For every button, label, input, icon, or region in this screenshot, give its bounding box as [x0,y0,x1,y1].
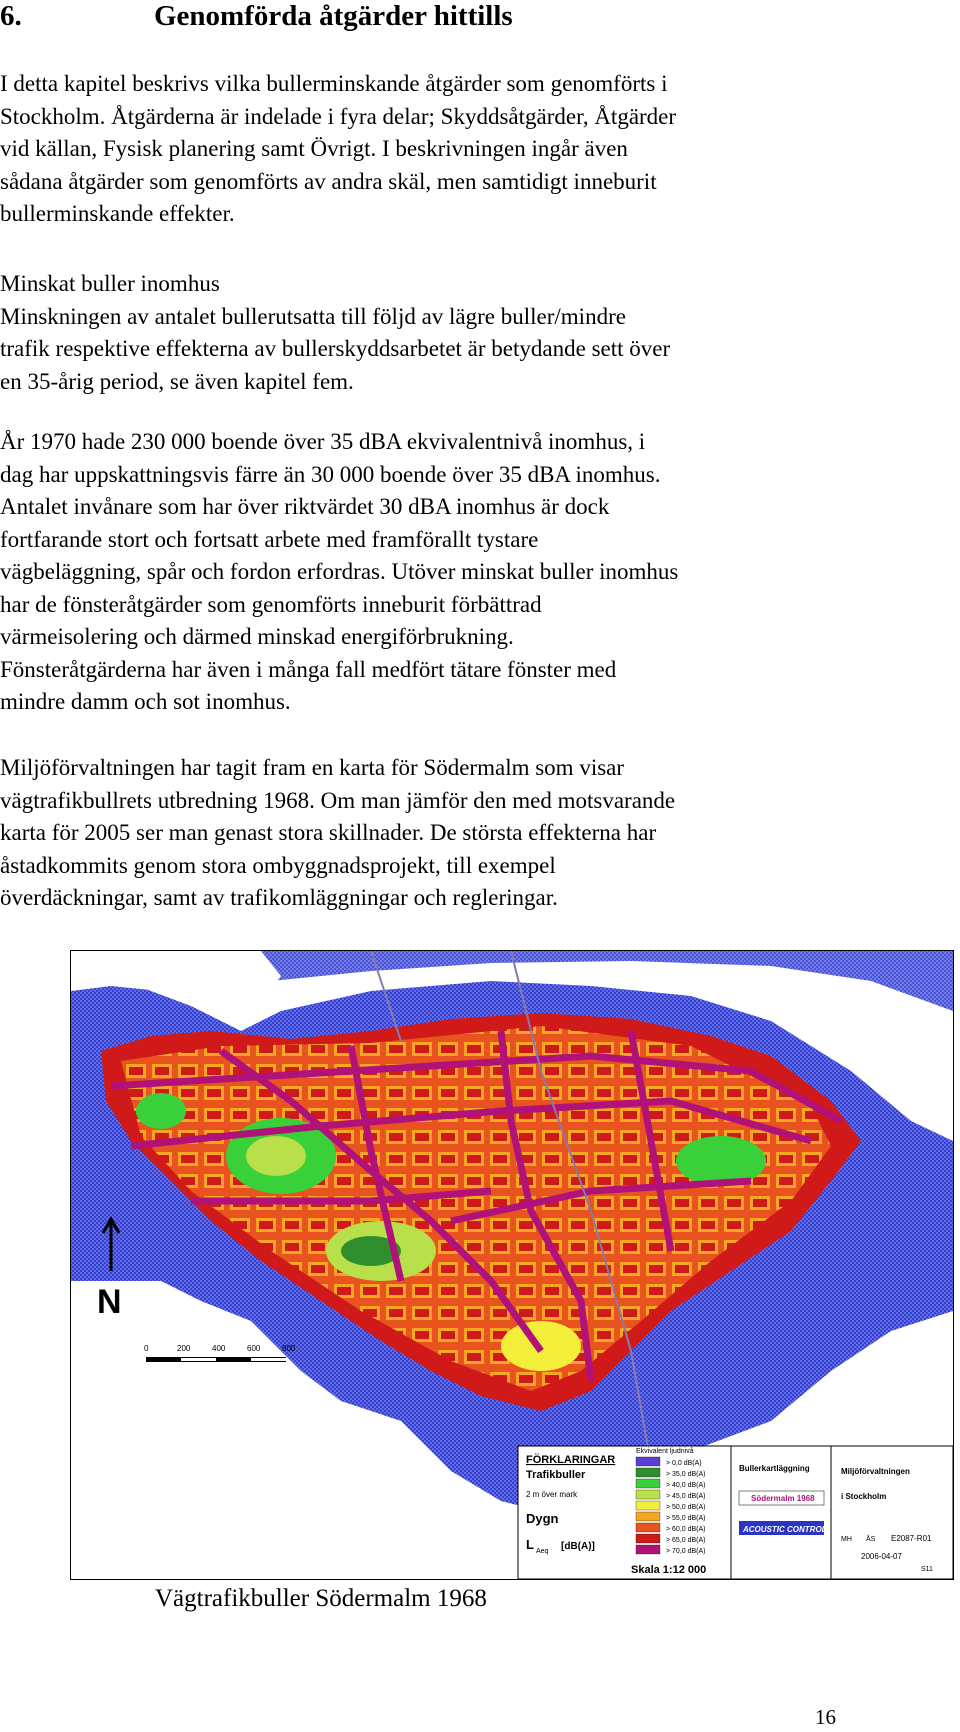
legend-level-label: > 35,0 dB(A) [666,1471,706,1478]
legend-level-label: > 70,0 dB(A) [666,1548,706,1555]
legend-swatch [636,1523,660,1532]
legend-level-label: > 55,0 dB(A) [666,1515,706,1522]
text-line: trafik respektive effekterna av bullerskyddsarbetet är betydande sett över [0,336,671,361]
legend-place: Södermalm 1968 [751,1494,815,1503]
text-line: Miljöförvaltningen har tagit fram en karta för Södermalm som visar [0,755,625,780]
legend-swatch [636,1468,660,1477]
legend-project: Bullerkartläggning [739,1464,810,1473]
text-line: har de fönsteråtgärder som genomförts inneburit förbättrad [0,591,542,617]
legend-level-label: > 45,0 dB(A) [666,1493,706,1500]
section-map-intro [0,752,880,915]
legend-levels-title: Ekvivalent ljudnivå [636,1448,694,1455]
legend-leq: L [526,1537,534,1552]
text-line: överdäckningar, samt av trafikomläggningar och regleringar. [0,885,558,910]
text-line: mindre damm och sot inomhus. [0,689,291,714]
legend-as: ÅS [866,1536,876,1543]
scale-tick-label: 0 [144,1344,149,1353]
legend-swatch [636,1512,660,1521]
page-number: 16 [815,1705,836,1729]
legend-swatch [636,1490,660,1499]
park-area [136,1093,186,1129]
legend-swatches [636,1457,706,1555]
text-line: värmeisolering och därmed minskad energiförbrukning. [0,624,514,649]
legend-org2: i Stockholm [841,1492,887,1501]
scale-tick-label: 400 [212,1344,226,1353]
legend-swatch [636,1534,660,1543]
legend-period: Dygn [526,1511,559,1526]
text-line: vid källan, Fysisk planering samt Övrigt. I beskrivningen ingår även [0,136,628,161]
text-line: bullerminskande effekter. [0,201,235,226]
legend-scale: Skala 1:12 000 [631,1564,707,1576]
legend-org1: Miljöförvaltningen [841,1467,910,1476]
park-area [246,1136,306,1176]
subheading: Minskat buller inomhus [0,271,220,296]
legend-height: 2 m över mark [526,1490,578,1499]
legend-leq-sub: Aeq [536,1548,549,1555]
scale-tick-label: 800 [282,1344,296,1353]
legend-swatch [636,1479,660,1488]
legend-swatch [636,1501,660,1510]
text-line: Minskningen av antalet bullerutsatta till följd av lägre buller/mindre [0,303,626,329]
text-line: I detta kapitel beskrivs vilka bullerminskande åtgärder som genomförts i [0,71,668,96]
text-line: Antalet invånare som har över riktvärdet 30 dBA inomhus är dock [0,494,610,519]
heading-number: 6. [0,0,22,32]
section-indoor-noise [0,268,880,398]
legend-swatch [636,1545,660,1554]
text-line: Stockholm. Åtgärderna är indelade i fyra delar; Skyddsåtgärder, Åtgärder [0,103,677,129]
text-line: en 35-årig period, se även kapitel fem. [0,368,354,394]
park-area [676,1136,766,1186]
legend-level-label: > 40,0 dB(A) [666,1482,706,1489]
scale-tick-label: 200 [177,1344,191,1353]
section-1970 [0,426,880,719]
page-heading [0,0,513,33]
intro-paragraph [0,68,880,231]
scale-tick-label: 600 [247,1344,261,1353]
legend-level-label: > 60,0 dB(A) [666,1526,706,1533]
noise-map-figure [70,950,954,1580]
text-line: Fönsteråtgärderna har även i många fall medfört tätare fönster med [0,656,617,682]
legend-title: FÖRKLARINGAR [526,1454,616,1466]
heading-title: Genomförda åtgärder hittills [154,0,513,32]
legend-level-label: > 0,0 dB(A) [666,1460,702,1467]
legend-sheet: S11 [921,1566,933,1573]
legend-swatch [636,1457,660,1466]
figure-caption: Vägtrafikbuller Södermalm 1968 [155,1585,487,1612]
noise-map [71,951,953,1579]
text-line: dag har uppskattningsvis färre än 30 000 boende över 35 dBA inomhus. [0,461,661,487]
text-line: karta för 2005 ser man genast stora skillnader. De största effekterna har [0,820,657,845]
legend-unit: [dB(A)] [561,1541,595,1552]
text-line: År 1970 hade 230 000 boende över 35 dBA ekvivalentnivå inomhus, i [0,429,646,454]
legend-company: ACOUSTIC CONTROL [743,1525,827,1534]
text-line: vägtrafikbullrets utbredning 1968. Om man jämför den med motsvarande [0,787,676,813]
legend-code: E2087-R01 [891,1534,932,1543]
map-legend [518,1446,953,1579]
text-line: vägbeläggning, spår och fordon erfordras. Utöver minskat buller inomhus [0,559,679,584]
text-line: fortfarande stort och fortsatt arbete med framförallt tystare [0,526,539,552]
text-line: sådana åtgärder som genomförts av andra skäl, men samtidigt inneburit [0,168,657,194]
legend-level-label: > 65,0 dB(A) [666,1537,706,1544]
legend-date: 2006-04-07 [861,1552,902,1561]
legend-level-label: > 50,0 dB(A) [666,1504,706,1511]
text-line: åstadkommits genom stora ombyggnadsprojekt, till exempel [0,852,556,878]
north-label: N [97,1283,122,1321]
legend-mh: MH [841,1536,852,1543]
legend-subtitle: Trafikbuller [526,1469,586,1481]
